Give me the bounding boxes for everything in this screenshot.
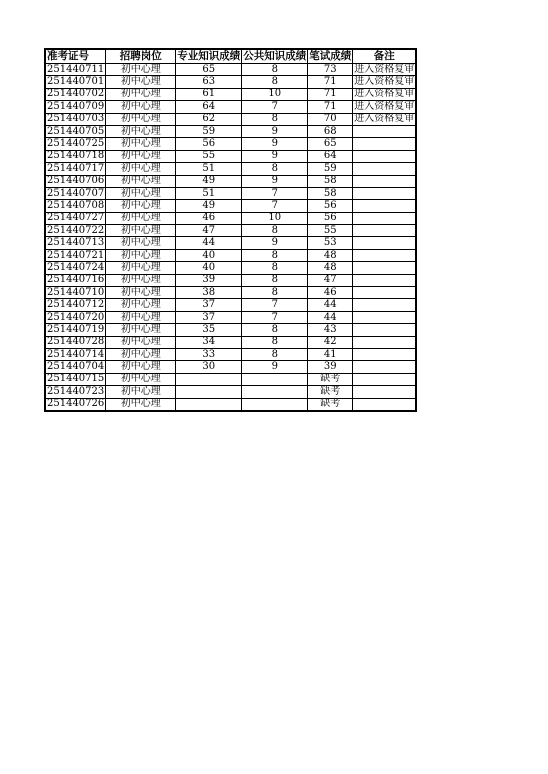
written-score-cell: 64 bbox=[308, 150, 353, 162]
professional-score-cell: 51 bbox=[176, 187, 242, 199]
written-score-cell: 41 bbox=[308, 348, 353, 360]
table-row bbox=[45, 113, 416, 125]
exam-id-cell: 251440702 bbox=[47, 88, 105, 100]
written-score-cell: 71 bbox=[308, 88, 353, 100]
table-row bbox=[45, 361, 416, 373]
professional-score-cell: 51 bbox=[176, 163, 242, 175]
exam-id-cell: 251440714 bbox=[47, 348, 105, 360]
remark-cell bbox=[353, 361, 417, 373]
written-score-cell: 71 bbox=[308, 101, 353, 113]
exam-id-cell: 251440728 bbox=[47, 336, 105, 348]
professional-score-cell: 65 bbox=[176, 64, 242, 76]
written-score-cell: 71 bbox=[308, 76, 353, 88]
exam-id-cell: 251440726 bbox=[47, 398, 105, 410]
header-written-score: 笔试成绩 bbox=[309, 50, 352, 63]
professional-score-cell bbox=[176, 386, 242, 398]
table-row bbox=[45, 187, 416, 199]
table-row bbox=[45, 398, 416, 411]
exam-id-cell: 251440717 bbox=[47, 162, 105, 174]
header-position: 招聘岗位 bbox=[106, 49, 176, 64]
position-cell: 初中心理 bbox=[106, 225, 176, 237]
table-row bbox=[45, 311, 416, 323]
professional-score-cell: 35 bbox=[176, 324, 242, 336]
position-cell: 初中心理 bbox=[106, 125, 176, 137]
position-cell: 初中心理 bbox=[106, 76, 176, 88]
exam-id-cell: 251440718 bbox=[47, 150, 105, 162]
professional-score-cell: 44 bbox=[176, 237, 242, 249]
written-score-cell: 42 bbox=[308, 336, 353, 348]
position-cell: 初中心理 bbox=[106, 138, 176, 150]
header-public-score: 公共知识成绩 bbox=[243, 50, 307, 63]
written-score-cell: 47 bbox=[308, 274, 353, 286]
table-row bbox=[45, 287, 416, 299]
professional-score-cell: 49 bbox=[176, 175, 242, 187]
score-table bbox=[44, 48, 417, 412]
table-row bbox=[45, 249, 416, 261]
written-score-cell: 39 bbox=[308, 361, 353, 373]
header-professional-score: 专业知识成绩 bbox=[177, 50, 241, 63]
remark-cell: 进入资格复审 bbox=[354, 88, 415, 100]
remark-cell: 进入资格复审 bbox=[354, 100, 415, 112]
written-score-cell: 56 bbox=[308, 200, 353, 212]
professional-score-cell: 47 bbox=[176, 225, 242, 237]
header-exam-id: 准考证号 bbox=[45, 49, 106, 64]
professional-score-cell: 37 bbox=[176, 299, 242, 311]
public-score-cell: 8 bbox=[242, 249, 308, 261]
remark-cell bbox=[353, 187, 417, 199]
written-score-cell: 44 bbox=[308, 299, 353, 311]
professional-score-cell: 56 bbox=[176, 138, 242, 150]
public-score-cell: 8 bbox=[242, 262, 308, 274]
public-score-cell: 8 bbox=[242, 64, 308, 76]
exam-id-cell: 251440703 bbox=[47, 113, 105, 125]
public-score-cell: 9 bbox=[242, 361, 308, 373]
written-score-cell: 55 bbox=[308, 225, 353, 237]
exam-id-cell: 251440721 bbox=[47, 249, 105, 261]
public-score-cell: 7 bbox=[242, 200, 308, 212]
position-cell: 初中心理 bbox=[106, 287, 176, 299]
table-row bbox=[45, 299, 416, 311]
exam-id-cell: 251440720 bbox=[47, 311, 105, 323]
professional-score-cell: 59 bbox=[176, 125, 242, 137]
written-score-cell: 缺考 bbox=[308, 398, 353, 411]
public-score-cell: 8 bbox=[242, 274, 308, 286]
professional-score-cell: 34 bbox=[176, 336, 242, 348]
exam-id-cell: 251440704 bbox=[47, 361, 105, 373]
public-score-cell: 8 bbox=[242, 76, 308, 88]
exam-id-cell: 251440708 bbox=[47, 199, 105, 211]
remark-cell bbox=[353, 324, 417, 336]
table-row bbox=[45, 175, 416, 187]
public-score-cell: 9 bbox=[242, 138, 308, 150]
position-cell: 初中心理 bbox=[106, 88, 176, 100]
professional-score-cell: 33 bbox=[176, 348, 242, 360]
public-score-cell bbox=[242, 373, 308, 385]
remark-cell bbox=[353, 237, 417, 249]
public-score-cell: 7 bbox=[242, 311, 308, 323]
remark-cell: 进入资格复审 bbox=[354, 113, 415, 125]
written-score-cell: 56 bbox=[308, 212, 353, 224]
exam-id-cell: 251440705 bbox=[47, 125, 105, 137]
public-score-cell: 7 bbox=[242, 299, 308, 311]
position-cell: 初中心理 bbox=[106, 299, 176, 311]
remark-cell bbox=[353, 225, 417, 237]
professional-score-cell: 30 bbox=[176, 361, 242, 373]
professional-score-cell bbox=[176, 373, 242, 385]
table-row bbox=[45, 386, 416, 398]
header-row bbox=[45, 49, 416, 64]
remark-cell bbox=[353, 336, 417, 348]
public-score-cell: 10 bbox=[242, 88, 308, 100]
remark-cell bbox=[353, 373, 417, 385]
position-cell: 初中心理 bbox=[106, 237, 176, 249]
public-score-cell bbox=[242, 386, 308, 398]
professional-score-cell: 37 bbox=[176, 311, 242, 323]
table-row bbox=[45, 373, 416, 385]
position-cell: 初中心理 bbox=[106, 274, 176, 286]
professional-score-cell: 46 bbox=[176, 212, 242, 224]
exam-id-cell: 251440710 bbox=[47, 286, 105, 298]
written-score-cell: 53 bbox=[308, 237, 353, 249]
remark-cell bbox=[353, 348, 417, 360]
public-score-cell: 7 bbox=[242, 101, 308, 113]
exam-id-cell: 251440724 bbox=[47, 261, 105, 273]
table-row bbox=[45, 88, 416, 100]
position-cell: 初中心理 bbox=[106, 101, 176, 113]
position-cell: 初中心理 bbox=[106, 262, 176, 274]
professional-score-cell: 39 bbox=[176, 274, 242, 286]
exam-id-cell: 251440713 bbox=[47, 237, 105, 249]
position-cell: 初中心理 bbox=[106, 150, 176, 162]
professional-score-cell: 49 bbox=[176, 200, 242, 212]
professional-score-cell bbox=[176, 398, 242, 411]
table-row bbox=[45, 76, 416, 88]
public-score-cell: 9 bbox=[242, 237, 308, 249]
written-score-cell: 44 bbox=[308, 311, 353, 323]
remark-cell bbox=[353, 274, 417, 286]
exam-id-cell: 251440701 bbox=[47, 76, 105, 88]
table-row bbox=[45, 163, 416, 175]
position-cell: 初中心理 bbox=[106, 386, 176, 398]
table-row bbox=[45, 262, 416, 274]
public-score-cell bbox=[242, 398, 308, 411]
table-row bbox=[45, 64, 416, 76]
professional-score-cell: 64 bbox=[176, 101, 242, 113]
professional-score-cell: 61 bbox=[176, 88, 242, 100]
position-cell: 初中心理 bbox=[106, 175, 176, 187]
public-score-cell: 7 bbox=[242, 187, 308, 199]
written-score-cell: 59 bbox=[308, 163, 353, 175]
table-row bbox=[45, 225, 416, 237]
written-score-cell: 43 bbox=[308, 324, 353, 336]
position-cell: 初中心理 bbox=[106, 361, 176, 373]
professional-score-cell: 62 bbox=[176, 113, 242, 125]
exam-id-cell: 251440715 bbox=[47, 373, 105, 385]
written-score-cell: 48 bbox=[308, 249, 353, 261]
public-score-cell: 8 bbox=[242, 163, 308, 175]
professional-score-cell: 63 bbox=[176, 76, 242, 88]
public-score-cell: 8 bbox=[242, 336, 308, 348]
remark-cell bbox=[353, 138, 417, 150]
exam-id-cell: 251440727 bbox=[47, 212, 105, 224]
professional-score-cell: 55 bbox=[176, 150, 242, 162]
exam-id-cell: 251440725 bbox=[47, 138, 105, 150]
table-row bbox=[45, 212, 416, 224]
remark-cell bbox=[353, 212, 417, 224]
position-cell: 初中心理 bbox=[106, 249, 176, 261]
position-cell: 初中心理 bbox=[106, 324, 176, 336]
written-score-cell: 68 bbox=[308, 125, 353, 137]
remark-cell bbox=[353, 299, 417, 311]
table-row bbox=[45, 150, 416, 162]
public-score-cell: 8 bbox=[242, 348, 308, 360]
position-cell: 初中心理 bbox=[106, 212, 176, 224]
position-cell: 初中心理 bbox=[106, 187, 176, 199]
professional-score-cell: 38 bbox=[176, 287, 242, 299]
header-remark: 备注 bbox=[353, 49, 417, 64]
table-row bbox=[45, 138, 416, 150]
position-cell: 初中心理 bbox=[106, 163, 176, 175]
table-row bbox=[45, 200, 416, 212]
remark-cell bbox=[353, 163, 417, 175]
written-score-cell: 73 bbox=[308, 64, 353, 76]
professional-score-cell: 40 bbox=[176, 262, 242, 274]
written-score-cell: 48 bbox=[308, 262, 353, 274]
remark-cell bbox=[353, 398, 417, 411]
remark-cell: 进入资格复审 bbox=[354, 63, 415, 75]
public-score-cell: 8 bbox=[242, 324, 308, 336]
remark-cell: 进入资格复审 bbox=[354, 76, 415, 88]
exam-id-cell: 251440723 bbox=[47, 385, 105, 397]
table-row bbox=[45, 336, 416, 348]
position-cell: 初中心理 bbox=[106, 200, 176, 212]
written-score-cell: 58 bbox=[308, 175, 353, 187]
written-score-cell: 58 bbox=[308, 187, 353, 199]
public-score-cell: 10 bbox=[242, 212, 308, 224]
written-score-cell: 缺考 bbox=[308, 386, 353, 398]
exam-id-cell: 251440712 bbox=[47, 299, 105, 311]
written-score-cell: 70 bbox=[308, 113, 353, 125]
table-row bbox=[45, 324, 416, 336]
remark-cell bbox=[353, 249, 417, 261]
remark-cell bbox=[353, 287, 417, 299]
table-body bbox=[45, 64, 416, 411]
remark-cell bbox=[353, 200, 417, 212]
remark-cell bbox=[353, 262, 417, 274]
remark-cell bbox=[353, 311, 417, 323]
exam-id-cell: 251440716 bbox=[47, 274, 105, 286]
table-row bbox=[45, 125, 416, 137]
position-cell: 初中心理 bbox=[106, 113, 176, 125]
position-cell: 初中心理 bbox=[106, 398, 176, 411]
remark-cell bbox=[353, 175, 417, 187]
public-score-cell: 8 bbox=[242, 225, 308, 237]
public-score-cell: 8 bbox=[242, 287, 308, 299]
public-score-cell: 9 bbox=[242, 175, 308, 187]
table-row bbox=[45, 101, 416, 113]
exam-id-cell: 251440711 bbox=[47, 63, 105, 75]
table-row bbox=[45, 237, 416, 249]
position-cell: 初中心理 bbox=[106, 64, 176, 76]
written-score-cell: 缺考 bbox=[308, 373, 353, 385]
position-cell: 初中心理 bbox=[106, 373, 176, 385]
table-row bbox=[45, 348, 416, 360]
position-cell: 初中心理 bbox=[106, 336, 176, 348]
position-cell: 初中心理 bbox=[106, 348, 176, 360]
exam-id-cell: 251440719 bbox=[47, 323, 105, 335]
public-score-cell: 8 bbox=[242, 113, 308, 125]
exam-id-cell: 251440709 bbox=[47, 100, 105, 112]
written-score-cell: 46 bbox=[308, 287, 353, 299]
remark-cell bbox=[353, 125, 417, 137]
public-score-cell: 9 bbox=[242, 125, 308, 137]
written-score-cell: 65 bbox=[308, 138, 353, 150]
exam-id-cell: 251440707 bbox=[47, 187, 105, 199]
remark-cell bbox=[353, 150, 417, 162]
remark-cell bbox=[353, 386, 417, 398]
exam-id-cell: 251440722 bbox=[47, 224, 105, 236]
table-row bbox=[45, 274, 416, 286]
professional-score-cell: 40 bbox=[176, 249, 242, 261]
exam-id-cell: 251440706 bbox=[47, 175, 105, 187]
public-score-cell: 9 bbox=[242, 150, 308, 162]
position-cell: 初中心理 bbox=[106, 311, 176, 323]
